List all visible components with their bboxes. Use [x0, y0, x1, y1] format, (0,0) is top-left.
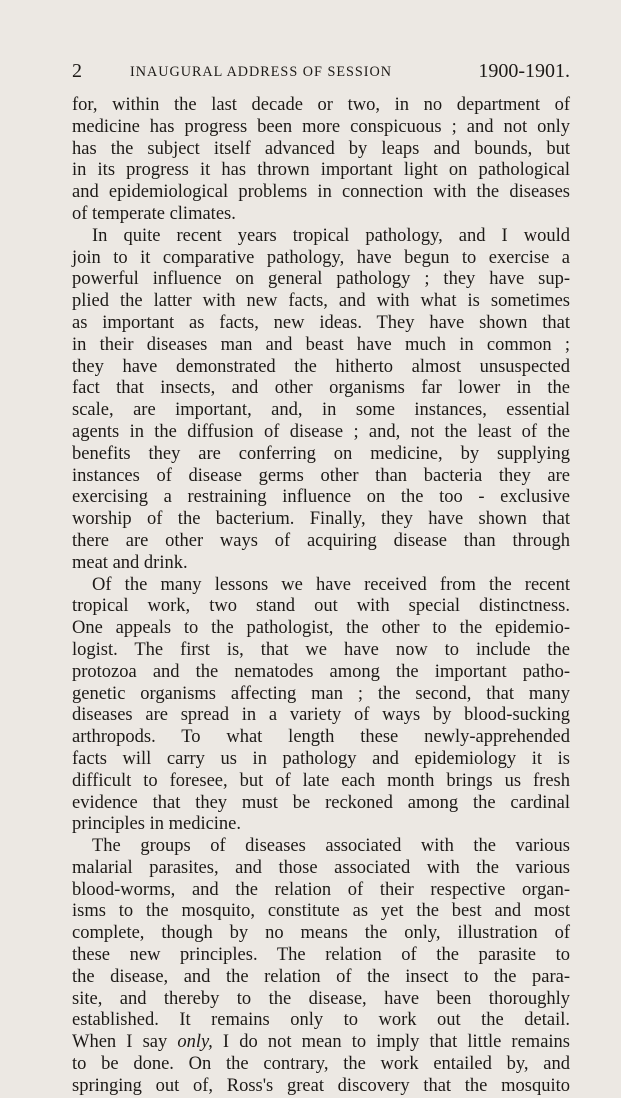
text-line: powerful influence on general pathology ; they have sup-	[72, 269, 570, 290]
text-line: join to it comparative pathology, have begun to exercise a	[72, 247, 570, 268]
text-line: fact that insects, and other organisms far lower in the	[72, 378, 570, 399]
text-line: agents in the diffusion of disease ; and, not the least of the	[72, 421, 570, 442]
text-line: logist. The first is, that we have now to include the	[72, 639, 570, 660]
paragraph-start-line: The groups of diseases associated with the various	[92, 836, 570, 857]
body-text	[72, 95, 570, 1098]
paragraph-end-line: of temperate climates.	[72, 203, 236, 224]
page-number: 2	[72, 60, 82, 82]
text-line: the disease, and the relation of the insect to the para-	[72, 966, 570, 987]
paragraph-end-line: principles in medicine.	[72, 814, 242, 835]
text-line: exercising a restraining influence on the too - exclusive	[72, 487, 570, 508]
running-title: INAUGURAL ADDRESS OF SESSION	[130, 64, 392, 80]
text-line: to be done. On the contrary, the work entailed by, and	[72, 1054, 570, 1075]
text-line: has the subject itself advanced by leaps and bounds, but	[72, 138, 570, 159]
text-line: evidence that they must be reckoned among the cardinal	[72, 792, 570, 813]
paragraph-start-line: Of the many lessons we have received from the recent	[92, 574, 570, 595]
italic-emphasis: only,	[177, 1032, 213, 1053]
text-line: facts will carry us in pathology and epidemiology it is	[72, 748, 570, 769]
running-header	[72, 58, 570, 84]
line-text-after-emphasis: I do not mean to imply that little remains	[212, 1032, 570, 1053]
text-line: genetic organisms affecting man ; the second, that many	[72, 683, 570, 704]
text-line: benefits they are conferring on medicine, by supplying	[72, 443, 570, 464]
text-line: difficult to foresee, but of late each month brings us fresh	[72, 770, 570, 791]
line-with-emphasis	[72, 1032, 570, 1054]
paragraph-end-line: meat and drink.	[72, 552, 188, 573]
text-line: these new principles. The relation of the parasite to	[72, 945, 570, 966]
text-line: instances of disease germs other than bacteria they are	[72, 465, 570, 486]
text-line: for, within the last decade or two, in no department of	[72, 95, 570, 115]
text-line: they have demonstrated the hitherto almost unsuspected	[72, 356, 570, 377]
text-line: complete, though by no means the only, illustration of	[72, 923, 570, 944]
text-line: worship of the bacterium. Finally, they have shown that	[72, 509, 570, 530]
text-line: protozoa and the nematodes among the important patho-	[72, 661, 570, 682]
paragraph-start-line: In quite recent years tropical pathology, and I would	[92, 225, 570, 246]
text-line: in its progress it has thrown important light on pathological	[72, 160, 570, 181]
line-text-before-emphasis: When I say	[72, 1032, 178, 1053]
text-line: as important as facts, new ideas. They have shown that	[72, 312, 570, 333]
text-line: plied the latter with new facts, and with what is sometimes	[72, 291, 570, 312]
text-line: there are other ways of acquiring disease than through	[72, 530, 570, 551]
text-line: arthropods. To what length these newly-apprehended	[72, 727, 570, 748]
text-line: medicine has progress been more conspicuous ; and not only	[72, 116, 570, 137]
session-years: 1900-1901.	[478, 60, 570, 82]
text-line: in their diseases man and beast have much in common ;	[72, 334, 570, 355]
text-line: isms to the mosquito, constitute as yet the best and most	[72, 901, 570, 922]
text-line: One appeals to the pathologist, the other to the epidemio-	[72, 618, 570, 639]
text-line: site, and thereby to the disease, have been thoroughly	[72, 988, 570, 1009]
text-line: diseases are spread in a variety of ways by blood-sucking	[72, 705, 570, 726]
text-line: malarial parasites, and those associated with the various	[72, 857, 570, 878]
text-line: established. It remains only to work out the detail.	[72, 1010, 570, 1031]
text-line: and epidemiological problems in connection with the diseases	[72, 182, 570, 203]
text-line: blood-worms, and the relation of their respective organ-	[72, 879, 570, 900]
text-line: springing out of, Ross's great discovery that the mosquito	[72, 1075, 570, 1096]
text-line: tropical work, two stand out with special distinctness.	[72, 596, 570, 617]
text-line: scale, are important, and, in some instances, essential	[72, 400, 570, 421]
